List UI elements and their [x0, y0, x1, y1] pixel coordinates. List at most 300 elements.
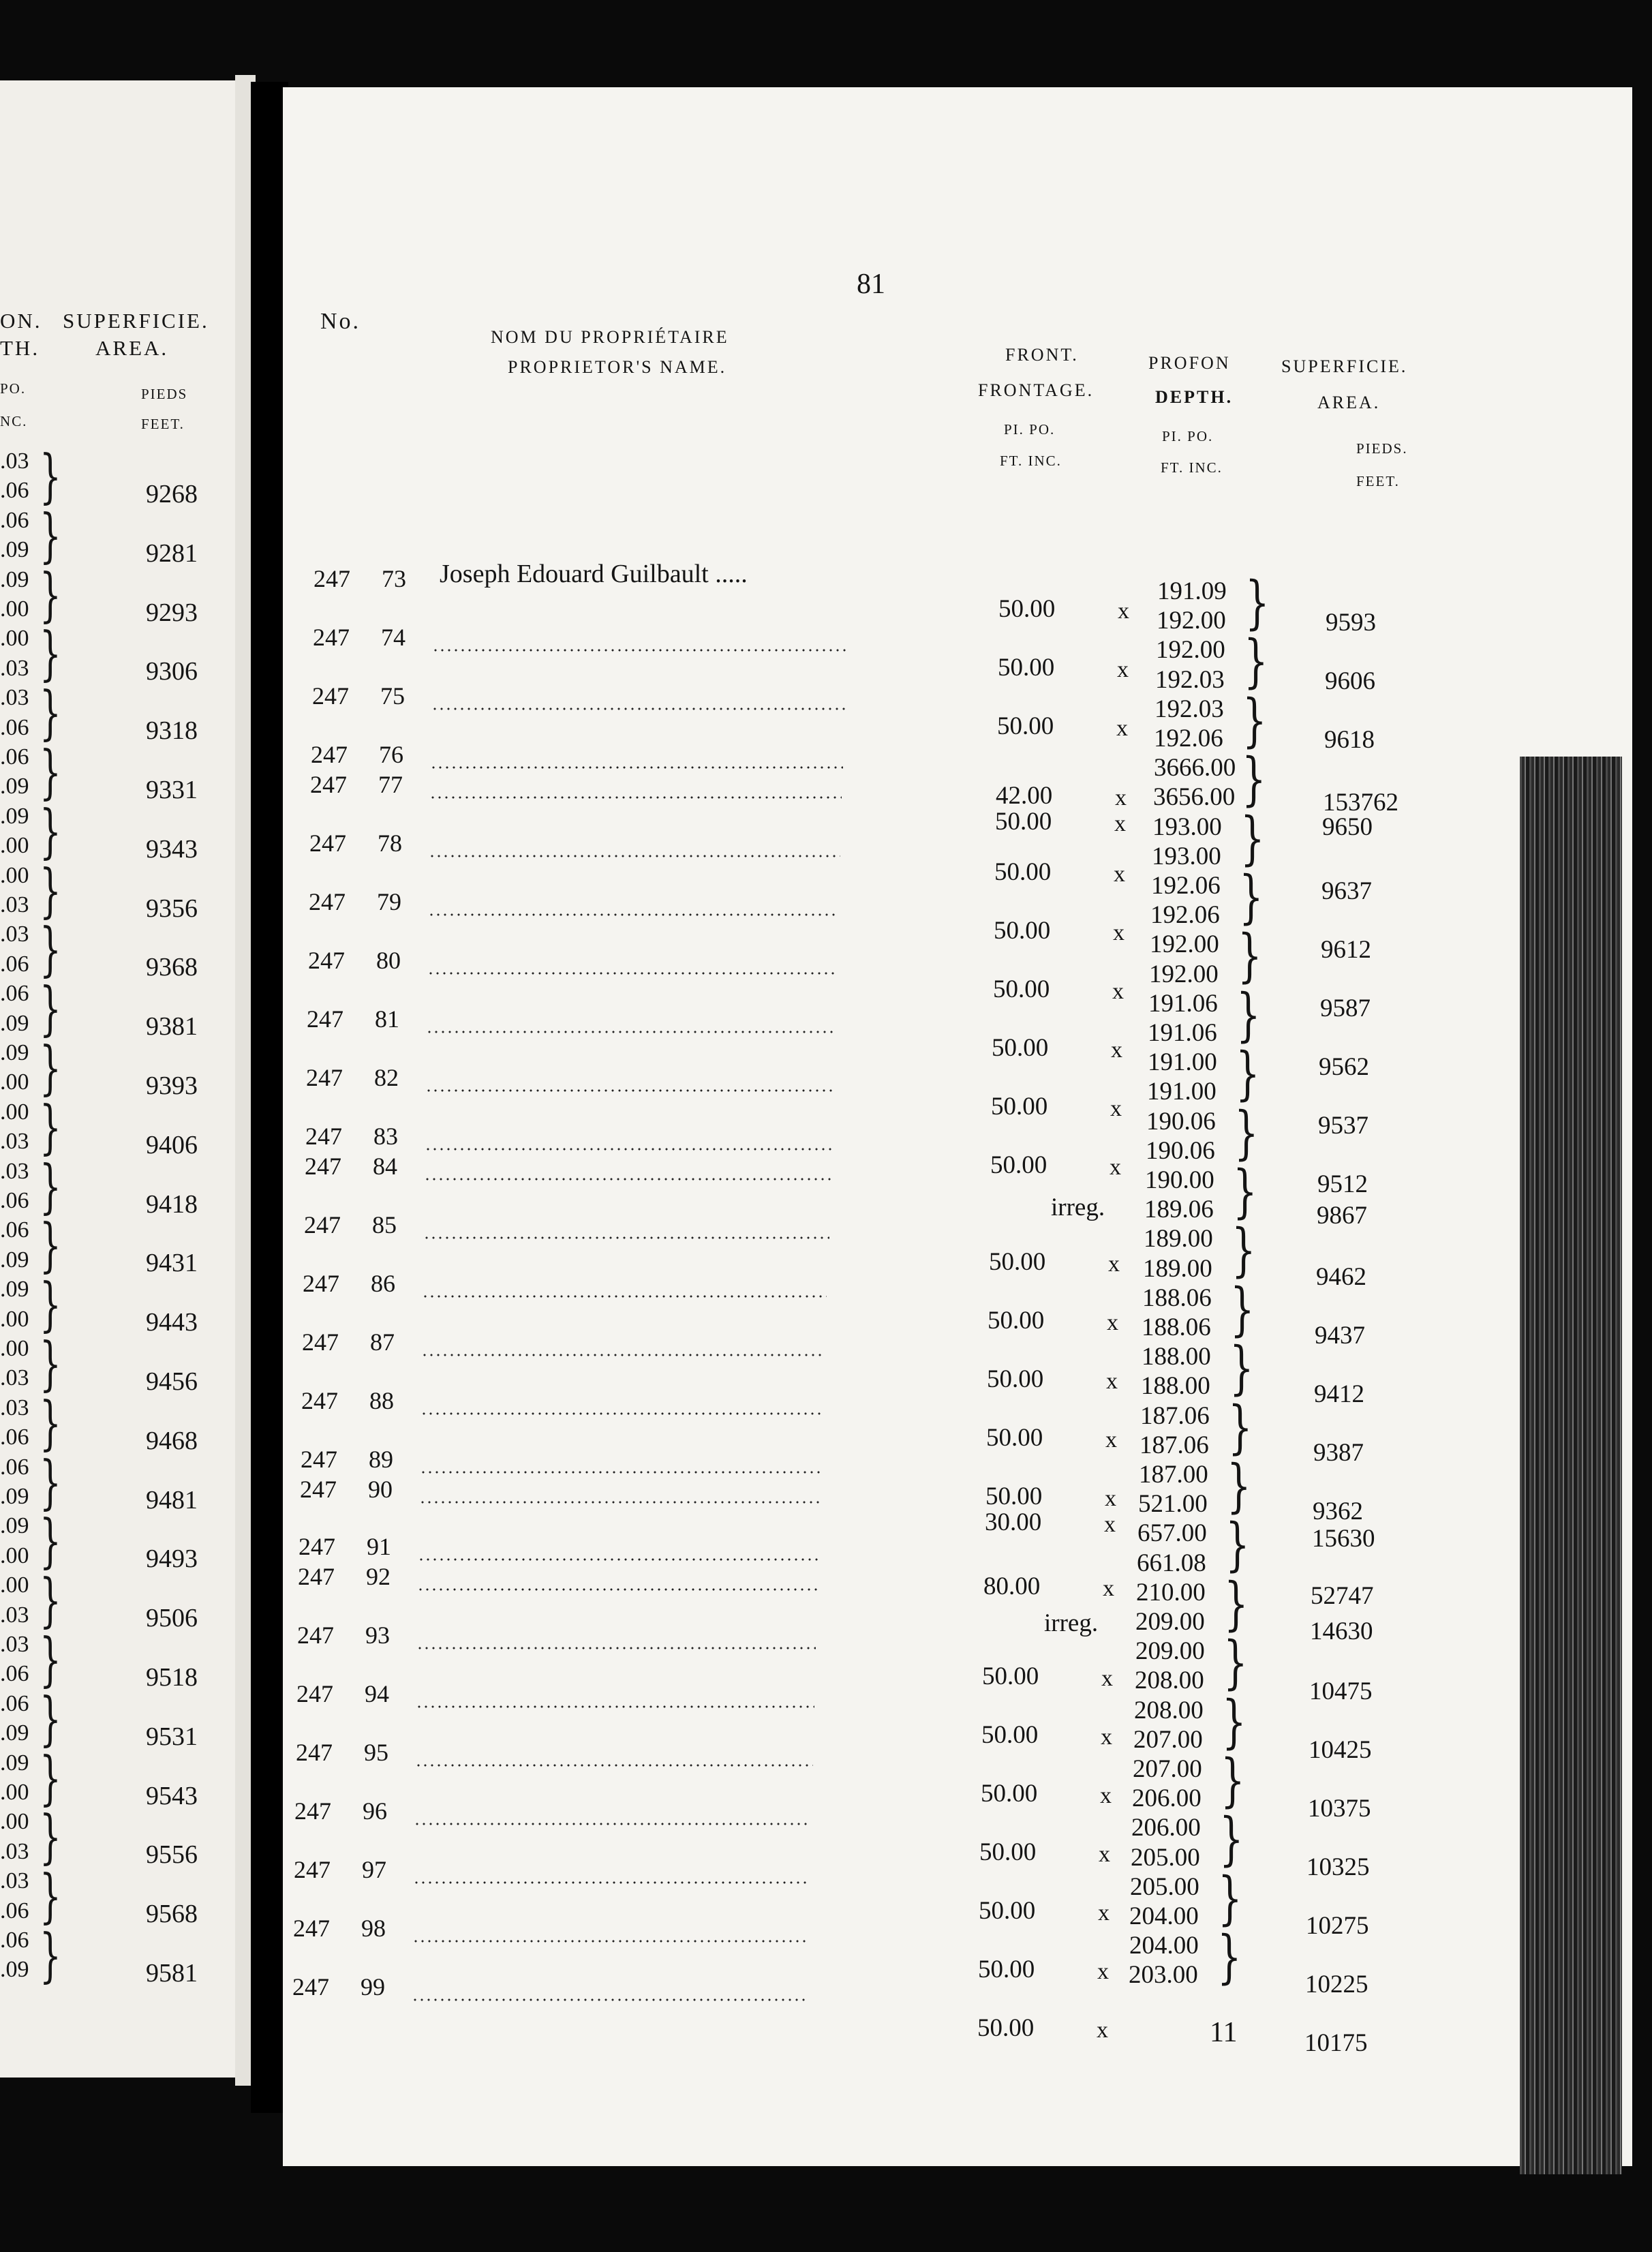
times-mark: x — [1117, 657, 1129, 682]
left-area-value: 9393 — [146, 1071, 198, 1100]
frontage-value: 50.00 — [990, 1151, 1047, 1179]
area-value: 9387 — [1313, 1439, 1364, 1467]
depth-value: 191.06 — [1148, 1019, 1217, 1047]
lot-number: 85 — [372, 1211, 397, 1238]
left-depth-value: .06 — [0, 1188, 29, 1213]
depth-units-fr: PI. PO. — [1162, 428, 1214, 444]
depth-brace: } — [1242, 746, 1266, 813]
left-depth-value: .09 — [0, 1277, 29, 1303]
left-area-value: 9431 — [146, 1249, 198, 1278]
left-area-value: 9343 — [146, 834, 198, 864]
times-mark: x — [1105, 1486, 1116, 1511]
left-depth-value: .09 — [0, 774, 29, 800]
depth-value: 204.00 — [1129, 1902, 1199, 1930]
times-mark: x — [1111, 1037, 1122, 1063]
owner-leader-dots — [425, 1089, 833, 1092]
left-depth-value: .03 — [0, 655, 29, 681]
left-depth-brace: } — [40, 680, 61, 747]
frontage-value: 50.00 — [977, 2014, 1035, 2042]
owner-leader-dots — [412, 1940, 808, 1943]
owner-leader-dots — [421, 1354, 825, 1356]
left-depth-value: .09 — [0, 1957, 29, 1983]
lot-number: 83 — [373, 1123, 398, 1150]
times-mark: x — [1103, 1576, 1114, 1601]
times-mark: x — [1110, 1155, 1121, 1180]
left-area-value: 9306 — [146, 657, 198, 686]
depth-brace: } — [1239, 864, 1264, 931]
area-value: 9412 — [1314, 1380, 1364, 1408]
page-number: 81 — [857, 269, 885, 300]
no-header: No. — [320, 309, 361, 334]
depth-brace: } — [1228, 1394, 1253, 1461]
left-area-value: 9468 — [146, 1426, 198, 1455]
block-number: 247 — [301, 1387, 338, 1414]
frontage-irregular: irreg. — [1044, 1609, 1099, 1637]
left-depth-value: .09 — [0, 1720, 29, 1746]
frontage-value: 50.00 — [978, 1956, 1035, 1983]
depth-value: 210.00 — [1136, 1578, 1206, 1607]
depth-value: 190.00 — [1145, 1166, 1214, 1194]
depth-value: 209.00 — [1135, 1637, 1205, 1666]
depth-value: 205.00 — [1131, 1843, 1200, 1872]
frontage-value: 42.00 — [996, 782, 1053, 810]
left-depth-value: .06 — [0, 951, 29, 977]
depth-value: 188.06 — [1142, 1283, 1212, 1312]
depth-value: 192.03 — [1154, 695, 1224, 723]
depth-brace: } — [1233, 1159, 1257, 1226]
lot-number: 88 — [369, 1387, 394, 1414]
left-depth-value: .00 — [0, 1780, 29, 1805]
owner-leader-dots — [417, 1588, 817, 1591]
frontage-value: 50.00 — [993, 975, 1050, 1003]
owner-leader-dots — [429, 855, 840, 857]
owner-leader-dots — [412, 1998, 806, 2001]
left-area-value: 9581 — [146, 1959, 198, 1988]
times-mark: x — [1113, 920, 1125, 945]
frontage-value: 50.00 — [986, 1424, 1043, 1452]
block-number: 247 — [309, 830, 346, 857]
left-depth-brace: } — [40, 1212, 61, 1279]
lot-number: 96 — [363, 1797, 387, 1825]
owner-leader-dots — [432, 649, 847, 652]
depth-header-en: DEPTH. — [1155, 387, 1234, 407]
depth-value: 206.00 — [1131, 1814, 1201, 1842]
depth-value: 188.06 — [1142, 1313, 1211, 1341]
frontage-value: 50.00 — [985, 1482, 1043, 1510]
frontage-value: 50.00 — [982, 1662, 1039, 1690]
times-mark: x — [1115, 785, 1127, 810]
frontage-irregular: irreg. — [1051, 1193, 1105, 1221]
area-value: 9593 — [1326, 609, 1376, 637]
left-depth-value: .00 — [0, 626, 29, 652]
left-depth-value: .00 — [0, 833, 29, 859]
depth-brace: } — [1227, 1453, 1251, 1520]
left-depth-brace: } — [40, 1153, 61, 1221]
left-depth-value: .03 — [0, 1365, 29, 1391]
left-depth-value: .03 — [0, 448, 29, 474]
left-depth-value: .03 — [0, 1129, 29, 1155]
left-depth-brace: } — [40, 1508, 61, 1575]
left-depth-value: .09 — [0, 1513, 29, 1539]
left-depth-header: ON. — [0, 309, 42, 333]
lot-number: 95 — [364, 1739, 388, 1766]
area-value: 9437 — [1315, 1322, 1365, 1350]
depth-value: 193.00 — [1152, 812, 1222, 841]
block-number: 247 — [294, 1856, 331, 1883]
frontage-value: 50.00 — [988, 1307, 1045, 1335]
owner-leader-dots — [414, 1823, 810, 1825]
left-area-value: 9506 — [146, 1604, 198, 1633]
left-depth-value: .09 — [0, 537, 29, 563]
left-depth-brace: } — [40, 1626, 61, 1694]
left-depth-brace: } — [40, 1035, 61, 1102]
owner-leader-dots — [416, 1705, 814, 1708]
block-number: 247 — [305, 1153, 341, 1180]
times-mark: x — [1097, 2018, 1108, 2043]
left-depth-brace: } — [40, 916, 61, 984]
left-depth-value: .06 — [0, 1454, 29, 1480]
depth-value: 193.00 — [1152, 842, 1221, 870]
left-depth-value: .00 — [0, 1099, 29, 1125]
left-depth-brace: } — [40, 1922, 61, 1990]
area-value: 9362 — [1313, 1497, 1363, 1525]
block-number: 247 — [309, 888, 346, 915]
left-depth-brace: } — [40, 1744, 61, 1812]
block-number: 247 — [300, 1476, 337, 1503]
times-mark: x — [1105, 1427, 1117, 1452]
left-depth-value: .03 — [0, 922, 29, 947]
frontage-value: 50.00 — [994, 858, 1052, 886]
frontage-header-en: FRONTAGE. — [978, 380, 1095, 400]
times-mark: x — [1100, 1783, 1112, 1808]
times-mark: x — [1118, 598, 1129, 624]
area-value: 9537 — [1318, 1112, 1368, 1140]
times-mark: x — [1114, 862, 1125, 887]
lot-number: 79 — [377, 888, 401, 915]
depth-brace: } — [1240, 805, 1265, 872]
depth-brace: } — [1219, 1806, 1244, 1873]
left-page — [0, 80, 235, 2078]
lot-number: 84 — [373, 1153, 397, 1180]
depth-value: 208.00 — [1134, 1696, 1204, 1724]
area-value: 10475 — [1309, 1677, 1373, 1705]
left-depth-value: .00 — [0, 1069, 29, 1095]
left-depth-brace: } — [40, 857, 61, 925]
depth-brace: } — [1222, 1688, 1246, 1756]
block-number: 247 — [305, 1123, 342, 1150]
times-mark: x — [1101, 1666, 1113, 1691]
owner-leader-dots — [429, 796, 842, 799]
frontage-value: 50.00 — [987, 1365, 1044, 1393]
frontage-value: 50.00 — [998, 654, 1055, 682]
left-area-value: 9556 — [146, 1840, 198, 1870]
depth-brace: } — [1230, 1276, 1255, 1343]
left-area-value: 9481 — [146, 1485, 198, 1515]
depth-brace: } — [1223, 1630, 1248, 1696]
left-depth-value: .06 — [0, 1661, 29, 1687]
left-depth-value: .03 — [0, 685, 29, 711]
left-depth-value: .06 — [0, 1217, 29, 1243]
left-area-value: 9318 — [146, 716, 198, 746]
owner-leader-dots — [413, 1881, 809, 1884]
block-number: 247 — [296, 1739, 333, 1766]
frontage-value: 50.00 — [994, 917, 1051, 945]
left-depth-value: .09 — [0, 1247, 29, 1273]
depth-value: 206.00 — [1132, 1784, 1202, 1813]
lot-number: 93 — [365, 1622, 390, 1649]
depth-value: 209.00 — [1135, 1608, 1205, 1636]
depth-value: 204.00 — [1129, 1932, 1199, 1960]
depth-brace: } — [1229, 1335, 1254, 1402]
block-number: 247 — [303, 1270, 339, 1297]
depth-value: 192.00 — [1157, 607, 1226, 635]
depth-value: 205.00 — [1130, 1872, 1199, 1901]
left-depth-brace: } — [40, 1567, 61, 1634]
depth-value: 188.00 — [1142, 1343, 1211, 1371]
times-mark: x — [1099, 1842, 1110, 1867]
depth-value: 661.08 — [1137, 1549, 1206, 1577]
area-value: 9462 — [1316, 1263, 1366, 1291]
depth-value: 192.06 — [1154, 725, 1223, 752]
block-number: 247 — [307, 1005, 343, 1033]
depth-value: 189.00 — [1143, 1254, 1212, 1283]
block-number: 247 — [298, 1563, 335, 1590]
owner-leader-dots — [418, 1558, 819, 1561]
area-value: 153762 — [1323, 789, 1398, 817]
lot-number: 94 — [365, 1680, 389, 1707]
area-value: 14630 — [1310, 1617, 1373, 1645]
lot-number: 81 — [375, 1005, 399, 1033]
area-value: 9562 — [1319, 1053, 1369, 1081]
block-number: 247 — [313, 624, 350, 651]
frontage-value: 50.00 — [992, 1034, 1049, 1062]
left-area-value: 9418 — [146, 1189, 198, 1219]
depth-value: 192.06 — [1151, 872, 1221, 900]
owner-leader-dots — [430, 766, 843, 769]
area-value: 10175 — [1304, 2029, 1368, 2057]
depth-units-en: FT. INC. — [1161, 459, 1223, 476]
lot-number: 90 — [368, 1476, 393, 1503]
left-depth-value: .09 — [0, 1750, 29, 1776]
left-depth-brace: } — [40, 739, 61, 806]
lot-number: 97 — [362, 1856, 386, 1883]
left-area-value: 9443 — [146, 1308, 198, 1337]
owner-name: Joseph Edouard Guilbault ..... — [440, 560, 748, 588]
left-depth-value: .00 — [0, 1809, 29, 1835]
left-depth-value: .06 — [0, 1898, 29, 1923]
block-number: 247 — [313, 565, 350, 592]
area-units-fr: PIEDS. — [1356, 440, 1408, 457]
depth-brace: } — [1221, 1748, 1245, 1814]
depth-value: 190.06 — [1146, 1107, 1216, 1136]
lot-number: 82 — [374, 1064, 399, 1091]
left-area-value: 9281 — [146, 538, 198, 568]
frontage-value: 50.00 — [998, 595, 1056, 623]
lot-number: 99 — [361, 1973, 385, 2000]
block-number: 247 — [292, 1973, 329, 2000]
depth-value: 187.06 — [1140, 1401, 1210, 1430]
depth-brace: } — [1236, 1041, 1260, 1108]
depth-value: 191.00 — [1147, 1078, 1217, 1106]
owner-leader-dots — [426, 1031, 835, 1033]
left-depth-brace: } — [40, 1271, 61, 1339]
times-mark: x — [1116, 716, 1128, 741]
owner-leader-dots — [424, 1178, 831, 1181]
area-header-fr: SUPERFICIE. — [1281, 356, 1408, 376]
area-value: 9606 — [1325, 667, 1375, 695]
left-depth-value: .00 — [0, 1306, 29, 1332]
left-area-value: 9356 — [146, 894, 198, 923]
frontage-value: 80.00 — [983, 1572, 1041, 1600]
owner-leader-dots — [419, 1501, 821, 1504]
left-depth-value: .06 — [0, 507, 29, 533]
left-depth-value: .06 — [0, 714, 29, 740]
left-depth-value: .03 — [0, 1602, 29, 1628]
area-value: 9637 — [1321, 877, 1372, 905]
depth-value: 188.00 — [1141, 1372, 1210, 1401]
depth-value: 208.00 — [1135, 1667, 1204, 1695]
name-header-en: PROPRIETOR'S NAME. — [508, 357, 727, 377]
lot-number: 77 — [378, 771, 403, 798]
owner-leader-dots — [415, 1764, 813, 1767]
lot-number: 73 — [382, 565, 406, 592]
block-number: 247 — [312, 682, 349, 710]
depth-brace: } — [1225, 1512, 1250, 1579]
owner-leader-dots — [422, 1295, 827, 1298]
times-mark: x — [1112, 979, 1124, 1004]
block-number: 247 — [301, 1446, 337, 1473]
left-depth-brace: } — [40, 1685, 61, 1753]
lot-number: 86 — [371, 1270, 395, 1297]
left-depth-brace: } — [40, 1093, 61, 1161]
owner-leader-dots — [420, 1412, 824, 1415]
left-depth-value: .00 — [0, 1336, 29, 1361]
block-number: 247 — [293, 1915, 330, 1942]
left-area-value: 9568 — [146, 1900, 198, 1929]
frontage-value: 50.00 — [989, 1248, 1046, 1276]
left-depth-value: .03 — [0, 1632, 29, 1657]
left-depth-brace: } — [40, 1804, 61, 1871]
left-depth-value: .06 — [0, 744, 29, 770]
left-area-value: 9368 — [146, 953, 198, 982]
area-value: 10425 — [1309, 1736, 1372, 1764]
block-number: 247 — [299, 1533, 335, 1560]
left-area-value: 9381 — [146, 1012, 198, 1041]
left-depth-units: PO. — [0, 380, 27, 397]
depth-value: 191.06 — [1148, 989, 1218, 1018]
frontage-value: 50.00 — [979, 1897, 1036, 1925]
area-value: 10325 — [1306, 1853, 1370, 1881]
left-depth-brace: } — [40, 561, 61, 629]
left-depth-brace: } — [40, 797, 61, 866]
area-value: 9618 — [1324, 726, 1375, 754]
depth-brace: } — [1224, 1570, 1249, 1638]
depth-brace: } — [1245, 570, 1270, 637]
area-value: 15630 — [1312, 1525, 1375, 1553]
depth-value: 207.00 — [1133, 1725, 1203, 1754]
lot-number: 78 — [378, 830, 402, 857]
area-units-en: FEET. — [1356, 473, 1400, 489]
left-area-value: 9531 — [146, 1722, 198, 1751]
depth-value: 192.00 — [1149, 960, 1219, 988]
frontage-value: 50.00 — [979, 1838, 1037, 1866]
depth-value: 187.00 — [1139, 1461, 1208, 1489]
depth-value: 203.00 — [1129, 1961, 1198, 1990]
block-number: 247 — [296, 1680, 333, 1707]
left-area-header: SUPERFICIE. — [63, 309, 209, 333]
owner-leader-dots — [420, 1471, 823, 1474]
depth-value: 191.09 — [1157, 577, 1227, 605]
left-depth-brace: } — [40, 1330, 61, 1398]
depth-value: 192.06 — [1150, 901, 1220, 930]
lot-number: 89 — [369, 1446, 393, 1473]
lot-number: 80 — [376, 947, 401, 974]
depth-brace: } — [1238, 923, 1262, 990]
left-area-value: 9268 — [146, 480, 198, 508]
block-number: 247 — [297, 1622, 334, 1649]
area-value: 9587 — [1320, 994, 1371, 1022]
left-area-value: 9331 — [146, 776, 198, 804]
lot-number: 74 — [381, 624, 406, 651]
depth-value: 189.00 — [1144, 1225, 1213, 1253]
left-depth-value: .06 — [0, 478, 29, 504]
left-depth-brace: } — [40, 620, 61, 688]
frontage-value: 50.00 — [981, 1721, 1039, 1749]
frontage-units-fr: PI. PO. — [1004, 421, 1056, 438]
depth-value: 3666.00 — [1154, 754, 1236, 782]
left-depth-brace: } — [40, 1389, 61, 1457]
left-depth-value: .09 — [0, 1010, 29, 1036]
depth-brace: } — [1217, 1924, 1242, 1991]
depth-value: 189.06 — [1144, 1196, 1214, 1224]
left-depth-units-en: NC. — [0, 413, 28, 429]
left-depth-brace: } — [40, 502, 61, 570]
left-depth-value: .03 — [0, 1838, 29, 1864]
depth-value: 192.00 — [1156, 636, 1225, 665]
left-area-value: 9456 — [146, 1367, 198, 1396]
left-area-value: 9493 — [146, 1545, 198, 1574]
area-header-en: AREA. — [1317, 393, 1381, 412]
left-area-value: 9406 — [146, 1130, 198, 1159]
frontage-units-en: FT. INC. — [1000, 453, 1062, 469]
left-depth-brace: } — [40, 975, 61, 1043]
block-number: 247 — [308, 947, 345, 974]
times-mark: x — [1108, 1251, 1120, 1277]
signature-mark: 11 — [1210, 2017, 1238, 2048]
block-number: 247 — [311, 741, 348, 768]
times-mark: x — [1114, 811, 1126, 836]
area-value: 10375 — [1308, 1795, 1371, 1823]
left-depth-value: .06 — [0, 1690, 29, 1716]
frontage-header-fr: FRONT. — [1005, 345, 1079, 365]
block-number: 247 — [306, 1064, 343, 1091]
frontage-value: 30.00 — [985, 1508, 1042, 1536]
depth-value: 3656.00 — [1153, 783, 1236, 812]
depth-brace: } — [1218, 1865, 1242, 1932]
depth-value: 190.06 — [1146, 1136, 1215, 1165]
owner-leader-dots — [416, 1647, 816, 1649]
owner-leader-dots — [428, 913, 839, 916]
depth-value: 521.00 — [1138, 1490, 1208, 1519]
times-mark: x — [1097, 1959, 1109, 1984]
left-area-units-en: FEET. — [141, 416, 185, 432]
left-depth-value: .03 — [0, 892, 29, 917]
owner-leader-dots — [427, 972, 838, 975]
left-depth-brace: } — [40, 443, 61, 511]
depth-brace: } — [1232, 1217, 1256, 1284]
lot-number: 87 — [370, 1328, 395, 1356]
book-page-edges — [1520, 757, 1622, 2174]
